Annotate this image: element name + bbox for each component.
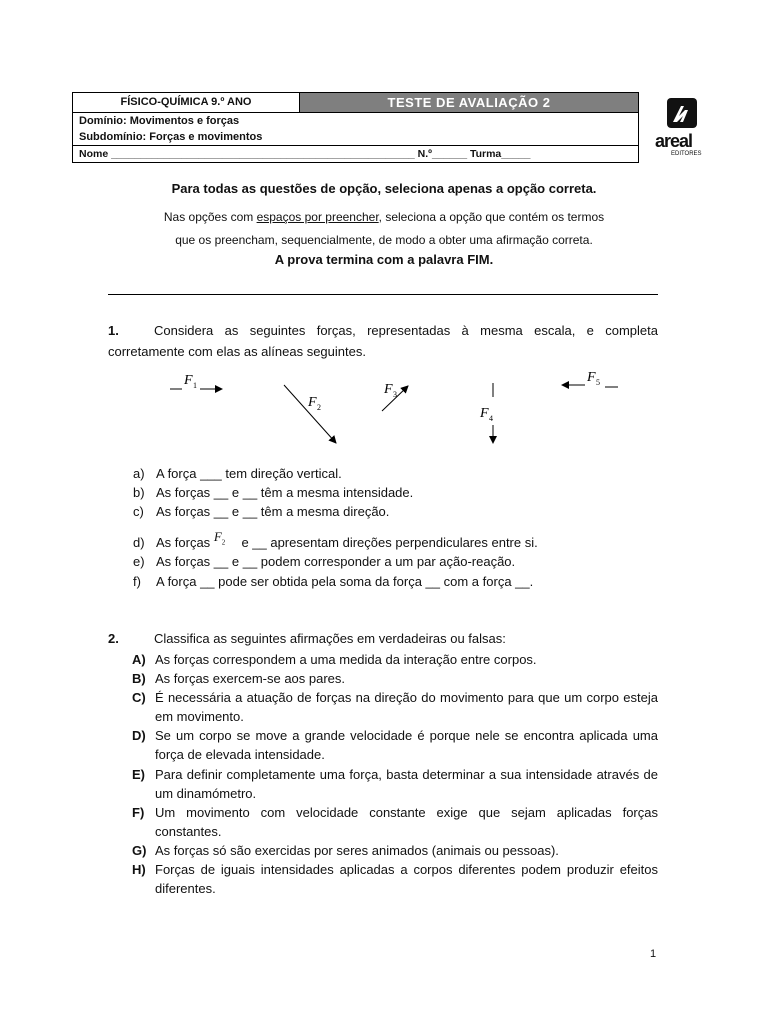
divider: [108, 294, 658, 295]
force-f4: [479, 383, 493, 443]
item-text: As forças __ e __ podem corresponder a um par ação-reação.: [156, 554, 516, 569]
inline-force-f2: [214, 529, 238, 547]
item-letter: f): [133, 574, 141, 589]
item-letter: d): [133, 535, 145, 550]
list-item: [132, 765, 658, 803]
force-subscript: 5: [596, 378, 600, 387]
item-text-pre: As forças: [156, 535, 211, 550]
force-f3: [382, 382, 408, 411]
question-number: 1.: [108, 323, 119, 338]
list-item: [132, 669, 658, 688]
question-number: 2.: [108, 631, 119, 646]
force-f5: [562, 370, 618, 387]
force-f1: [170, 373, 222, 390]
item-letter: A): [132, 652, 146, 667]
question-text: Classifica as seguintes afirmações em verdadeiras ou falsas:: [154, 631, 506, 646]
item-text: A força __ pode ser obtida pela soma da força __ com a força __.: [156, 574, 534, 589]
force-label: F: [480, 406, 489, 421]
item-letter: c): [133, 504, 144, 519]
publisher-logo: [655, 98, 717, 158]
item-letter: D): [132, 728, 146, 744]
logo-subtitle: EDITORES: [671, 151, 702, 157]
instruction-text: , seleciona a opção que contém os termos: [378, 210, 605, 224]
force-label: F: [384, 382, 393, 397]
test-title: TESTE DE AVALIAÇÃO 2: [300, 93, 638, 112]
item-letter: e): [133, 554, 145, 569]
force-label: F: [587, 370, 596, 385]
item-text: Forças de iguais intensidades aplicadas a corpos diferentes podem produzir efeitos diferentes.: [155, 862, 658, 897]
item-text: As forças só são exercidas por seres animados (animais ou pessoas).: [155, 842, 559, 858]
list-item: [132, 650, 658, 669]
instruction-blanks: [80, 206, 688, 252]
question-2-items: [132, 650, 658, 898]
logo-wordmark: areal: [655, 131, 693, 151]
list-item: [132, 688, 658, 726]
force-label: F: [213, 529, 222, 544]
page-number: 1: [650, 948, 657, 960]
item-letter: F): [132, 804, 145, 820]
force-f2: [284, 385, 336, 443]
force-vectors-diagram: [160, 365, 630, 450]
question-text: Considera as seguintes forças, representadas à mesma escala, e completa corretamente com elas as alíneas seguintes.: [108, 323, 658, 359]
question-1: [108, 320, 658, 362]
force-subscript: 1: [193, 381, 197, 390]
instruction-text: Nas opções com: [163, 210, 257, 224]
item-text: A força ___ tem direção vertical.: [156, 466, 342, 481]
test-header: [72, 92, 639, 163]
item-letter: B): [132, 671, 146, 687]
list-item: [132, 726, 658, 764]
item-text: As forças exercem-se aos pares.: [155, 671, 346, 687]
list-item: [132, 841, 658, 860]
logo-mark-icon: [667, 98, 697, 128]
name-line: Nome ____________________________________________________ N.º______ Turma_____: [79, 148, 531, 160]
item-text: As forças __ e __ têm a mesma intensidade.: [156, 485, 414, 500]
instruction-text: que os preencham, sequencialmente, de modo a obter uma afirmação correta.: [175, 233, 593, 247]
force-label: F: [184, 373, 193, 388]
list-item: [132, 803, 658, 841]
instruction-underlined: espaços por preencher: [256, 210, 379, 224]
force-subscript: 3: [393, 390, 397, 399]
item-letter: C): [132, 690, 146, 706]
list-item: [132, 860, 658, 898]
question-2: [108, 631, 506, 646]
instruction-options: Para todas as questões de opção, seleciona apenas a opção correta.: [171, 181, 597, 196]
force-subscript: 4: [489, 414, 493, 423]
item-text: Se um corpo se move a grande velocidade é porque nele se encontra aplicada uma força de elevada intensidade.: [155, 728, 658, 763]
item-letter: E): [132, 766, 145, 782]
item-letter: H): [132, 862, 146, 878]
item-letter: b): [133, 485, 145, 500]
domain-label: Domínio: Movimentos e forças: [79, 115, 240, 127]
item-text-post: e __ apresentam direções perpendiculares entre si.: [241, 535, 538, 550]
item-text: Um movimento com velocidade constante exige que sejam aplicadas forças constantes.: [155, 804, 658, 839]
item-text: [156, 529, 538, 553]
subdomain-label: Subdomínio: Forças e movimentos: [79, 131, 263, 143]
force-subscript: 2: [221, 538, 226, 547]
item-text: É necessária a atuação de forças na direção do movimento para que um corpo esteja em movimento.: [155, 690, 658, 725]
item-text: Para definir completamente uma força, basta determinar a sua intensidade através de um dinamómetro.: [155, 766, 658, 801]
force-subscript: 2: [317, 403, 321, 412]
item-text: As forças __ e __ têm a mesma direção.: [156, 504, 390, 519]
subject-label: FÍSICO-QUÍMICA 9.º ANO: [73, 93, 300, 112]
item-text: As forças correspondem a uma medida da interação entre corpos.: [155, 652, 537, 667]
force-label: F: [308, 395, 317, 410]
instruction-end: A prova termina com a palavra FIM.: [274, 252, 494, 267]
item-letter: G): [132, 842, 147, 858]
item-letter: a): [133, 466, 145, 481]
